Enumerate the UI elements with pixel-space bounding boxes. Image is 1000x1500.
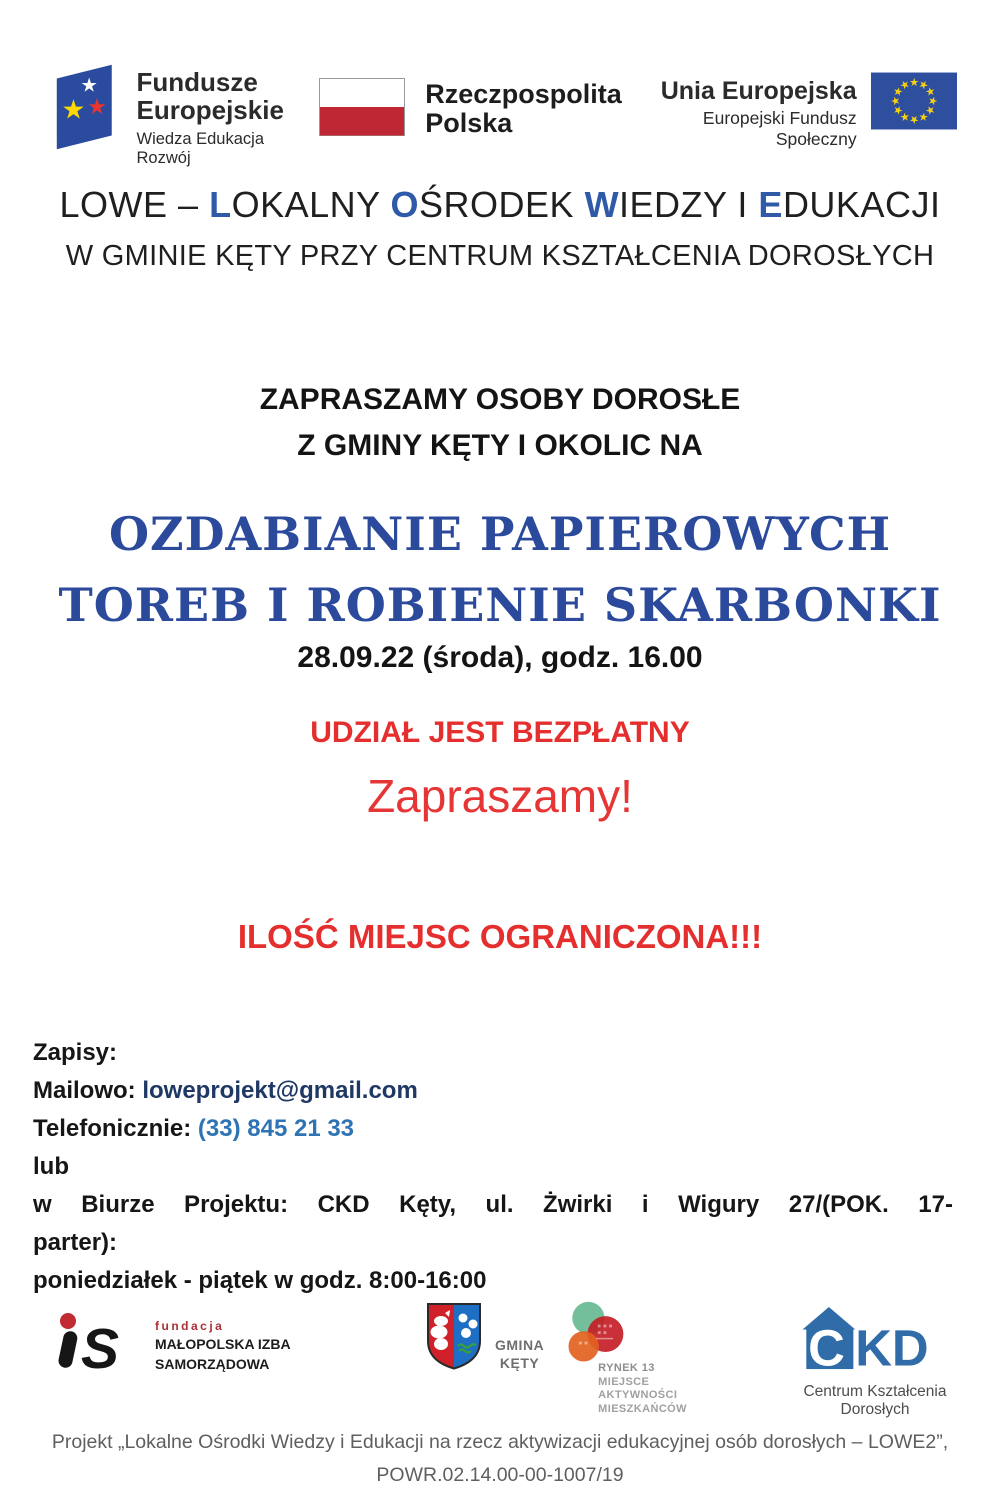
ckd-caption: Centrum Kształcenia Dorosłych [803, 1383, 947, 1418]
email-label: Mailowo: [33, 1077, 143, 1104]
limited-seats-text: ILOŚĆ MIEJSC OGRANICZONA!!! [237, 918, 763, 955]
eu-logo-text [622, 78, 857, 150]
event-title [0, 499, 1000, 641]
event-title-line1: OZDABIANIE PAPIEROWYCH [108, 507, 892, 561]
logo-fundusze-europejskie [45, 58, 319, 168]
fe-logo-text [137, 68, 320, 168]
rp-line1: Rzeczpospolita [425, 79, 622, 109]
eu-line2: Europejski Fundusz Społeczny [702, 108, 857, 149]
logo-rzeczpospolita-polska [319, 78, 622, 138]
eu-flag-icon [871, 72, 957, 130]
invite-text [0, 377, 1000, 469]
office-address-line2: parter): [33, 1229, 118, 1256]
title-seg-3: O [390, 184, 420, 225]
logo-ckd [780, 1300, 970, 1419]
title-seg-5: W [584, 184, 620, 225]
title-seg-7: E [758, 184, 783, 225]
project-footer [0, 1426, 1000, 1492]
rynek-line3: MIESZKAŃCÓW [598, 1402, 687, 1415]
rp-line2: Polska [425, 108, 513, 138]
rynek13-text [598, 1362, 687, 1416]
poland-flag-icon [319, 78, 405, 136]
invite-line2: Z GMINY KĘTY I OKOLIC NA [297, 429, 703, 462]
fe-line3: Wiedza Edukacja Rozwój [136, 130, 264, 167]
phone-number: (33) 845 21 33 [197, 1115, 355, 1142]
header-logos-row [45, 58, 957, 168]
page-title [0, 184, 1000, 226]
rynek-title: RYNEK 13 [598, 1362, 655, 1374]
rynek-line1: MIEJSCE [598, 1375, 650, 1388]
contact-block [33, 1034, 953, 1300]
ckd-mark-kd: KD [855, 1319, 929, 1376]
gmina-line1: GMINA [495, 1337, 545, 1353]
footer-line1: Projekt „Lokalne Ośrodki Wiedzy i Edukacji na rzecz aktywizacji edukacyjnej osób dorosłych – LOWE2”, [51, 1431, 949, 1453]
title-seg-4: ŚRODEK [419, 184, 585, 225]
mis-logo-text [155, 1319, 291, 1373]
mis-line1: MAŁOPOLSKA IZBA [155, 1336, 291, 1352]
footer-line2: POWR.02.14.00-00-1007/19 [376, 1464, 624, 1486]
rynek-line2: AKTYWNOŚCI [598, 1389, 678, 1401]
gmina-line2: KĘTY [499, 1355, 540, 1371]
logo-rynek13 [554, 1300, 687, 1416]
eu-line1: Unia Europejska [660, 77, 857, 105]
title-seg-0: LOWE – [59, 184, 210, 225]
ckd-mark-c: C [808, 1319, 845, 1376]
fe-flag-icon [45, 58, 124, 156]
page-subtitle: W GMINIE KĘTY PRZY CENTRUM KSZTAŁCENIA DOROSŁYCH [65, 240, 935, 272]
rp-logo-text [425, 80, 622, 138]
contact-phone-row [33, 1110, 953, 1148]
mis-tag: fundacja [155, 1319, 225, 1333]
office-hours: poniedziałek - piątek w godz. 8:00-16:00 [33, 1267, 487, 1294]
mis-mark-s: S [81, 1317, 120, 1379]
logo-fundacja-mis [55, 1307, 291, 1379]
invite-line1: ZAPRASZAMY OSOBY DOROSŁE [259, 383, 741, 416]
mis-mark-icon [55, 1307, 147, 1379]
mis-line2: SAMORZĄDOWA [155, 1356, 270, 1372]
fe-line1: Fundusze [136, 67, 258, 97]
fe-line2: Europejskie [136, 95, 284, 125]
office-address-line1: w Biurze Projektu: CKD Kęty, ul. Żwirki i Wigury 27/(POK. 17- [33, 1191, 953, 1218]
rynek13-circles-icon [554, 1300, 636, 1370]
title-seg-1: L [209, 184, 232, 225]
title-seg-8: DUKACJI [782, 184, 941, 225]
welcome-text: Zapraszamy! [367, 770, 633, 822]
gmina-kety-text [495, 1336, 544, 1372]
event-title-line2: TOREB I ROBIENIE SKARBONKI [58, 578, 942, 632]
phone-label: Telefonicznie: [33, 1115, 198, 1142]
logo-gmina-kety-rynek13 [425, 1300, 687, 1416]
kety-coat-of-arms-icon [425, 1300, 483, 1372]
event-datetime: 28.09.22 (środa), godz. 16.00 [297, 641, 703, 674]
title-seg-2: OKALNY [231, 184, 391, 225]
ckd-house-icon [795, 1300, 955, 1376]
title-seg-6: IEDZY I [619, 184, 759, 225]
logo-unia-europejska [622, 72, 957, 150]
contact-email-row [33, 1072, 953, 1110]
email-address: loweprojekt@gmail.com [142, 1077, 418, 1104]
contact-or: lub [33, 1153, 69, 1180]
free-participation-text: UDZIAŁ JEST BEZPŁATNY [310, 716, 690, 749]
contact-heading: Zapisy: [33, 1039, 118, 1066]
